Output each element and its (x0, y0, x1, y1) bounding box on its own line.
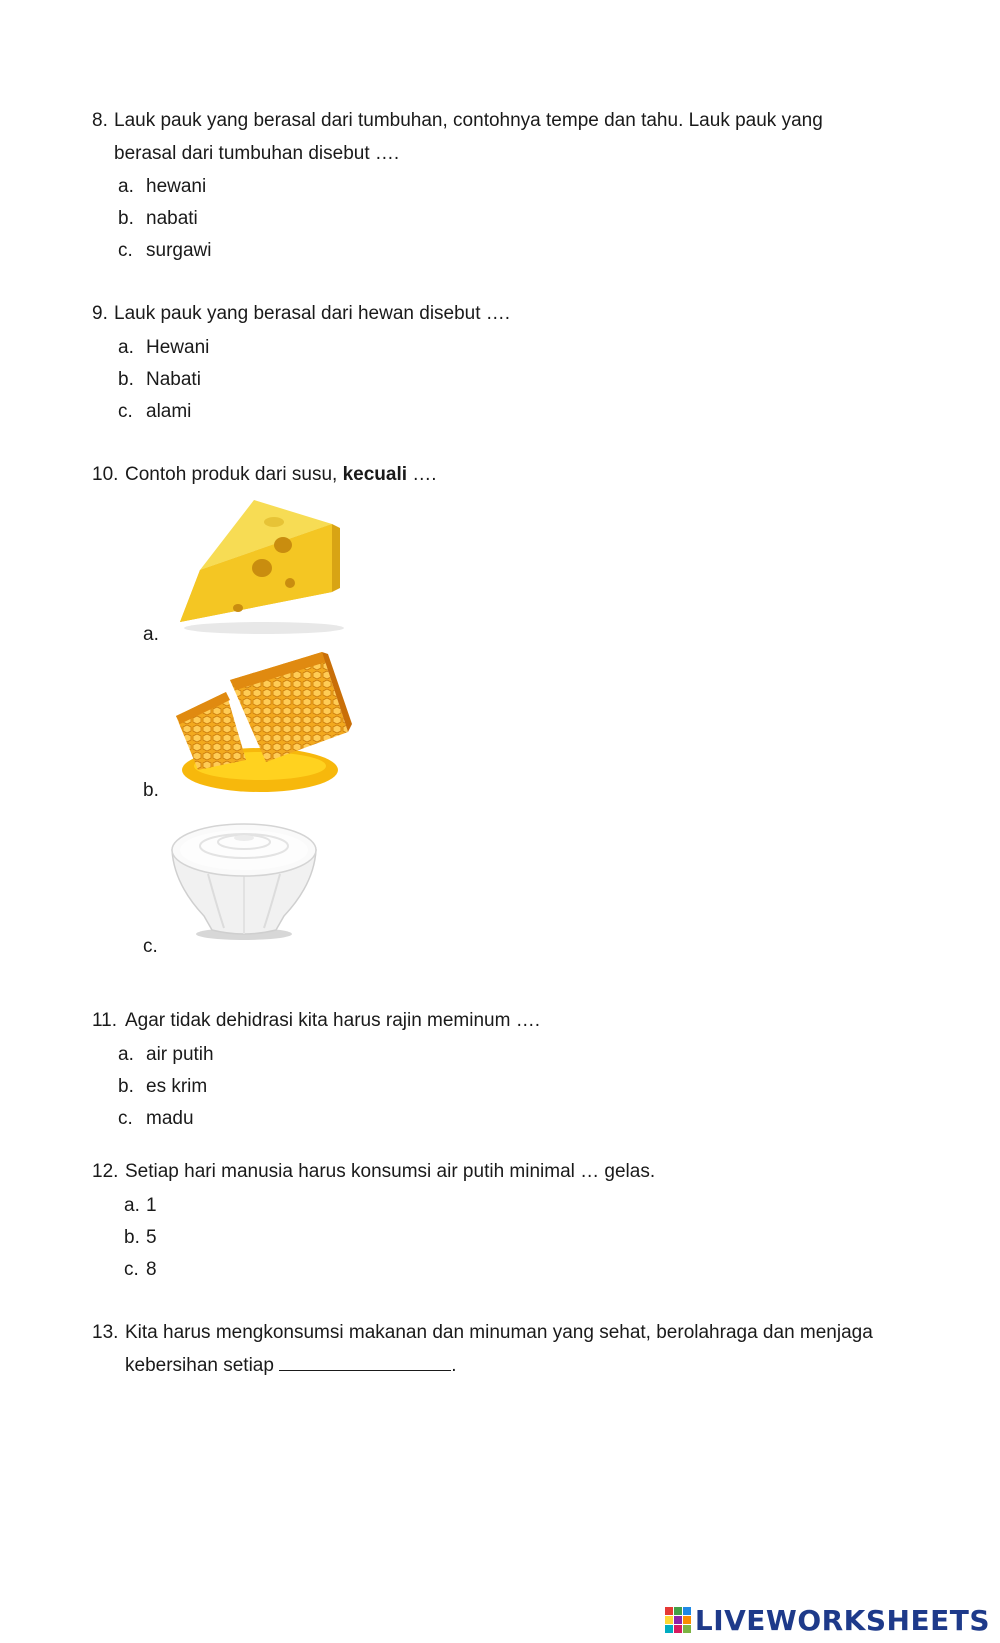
honeycomb-image[interactable] (172, 652, 357, 797)
option-text: 8 (146, 1259, 157, 1280)
question-text: Lauk pauk yang berasal dari tumbuhan, contohnya tempe dan tahu. Lauk pauk yang (114, 110, 823, 131)
question-8 (92, 104, 902, 170)
logo-grid-icon (665, 1607, 691, 1633)
question-text-continued: berasal dari tumbuhan disebut …. (114, 143, 400, 164)
question-number: 8. (92, 110, 108, 131)
emphasis-kecuali: kecuali (342, 464, 408, 485)
option-text: surgawi (146, 240, 212, 261)
option-label: a. (118, 337, 134, 358)
option-text: hewani (146, 176, 207, 197)
option-label: c. (143, 936, 158, 957)
option-text: nabati (146, 208, 198, 229)
question-12 (92, 1155, 902, 1188)
option-label: b. (118, 369, 134, 390)
question-11 (92, 1004, 902, 1037)
option-text: air putih (146, 1044, 214, 1065)
question-number: 13. (92, 1322, 119, 1343)
yogurt-bowl-image[interactable] (168, 814, 320, 944)
answer-blank-input[interactable] (279, 1352, 451, 1371)
question-9 (92, 297, 902, 330)
question-text: Contoh produk dari susu, kecuali …. (125, 464, 437, 485)
option-label: c. (118, 401, 133, 422)
option-label: c. (118, 1108, 133, 1129)
option-label: a. (143, 624, 159, 645)
option-label: a. (118, 1044, 134, 1065)
option-text: madu (146, 1108, 194, 1129)
option-text: Hewani (146, 337, 210, 358)
option-label: b. (118, 208, 134, 229)
option-label: b. (143, 780, 159, 801)
question-number: 12. (92, 1161, 119, 1182)
question-number: 9. (92, 303, 108, 324)
option-text: alami (146, 401, 192, 422)
option-text: 5 (146, 1227, 157, 1248)
option-label: c. (118, 240, 133, 261)
option-label: b. (118, 1076, 134, 1097)
option-label: a. (124, 1195, 140, 1216)
liveworksheets-logo (665, 1603, 990, 1637)
question-number: 11. (92, 1010, 118, 1031)
question-text: Lauk pauk yang berasal dari hewan disebut …. (114, 303, 511, 324)
option-text: 1 (146, 1195, 157, 1216)
question-number: 10. (92, 464, 119, 485)
option-text: es krim (146, 1076, 208, 1097)
option-text: Nabati (146, 369, 201, 390)
question-text: Setiap hari manusia harus konsumsi air putih minimal … gelas. (125, 1161, 656, 1182)
question-13 (92, 1316, 902, 1382)
question-text-continued: kebersihan setiap . (125, 1349, 902, 1382)
option-label: c. (124, 1259, 139, 1280)
question-text: Agar tidak dehidrasi kita harus rajin meminum …. (125, 1010, 541, 1031)
question-text: Kita harus mengkonsumsi makanan dan minuman yang sehat, berolahraga dan menjaga (125, 1322, 873, 1343)
option-label: b. (124, 1227, 140, 1248)
option-label: a. (118, 176, 134, 197)
logo-text: LIVEWORKSHEETS (694, 1603, 990, 1637)
cheese-image[interactable] (172, 500, 352, 640)
question-10 (92, 458, 902, 491)
